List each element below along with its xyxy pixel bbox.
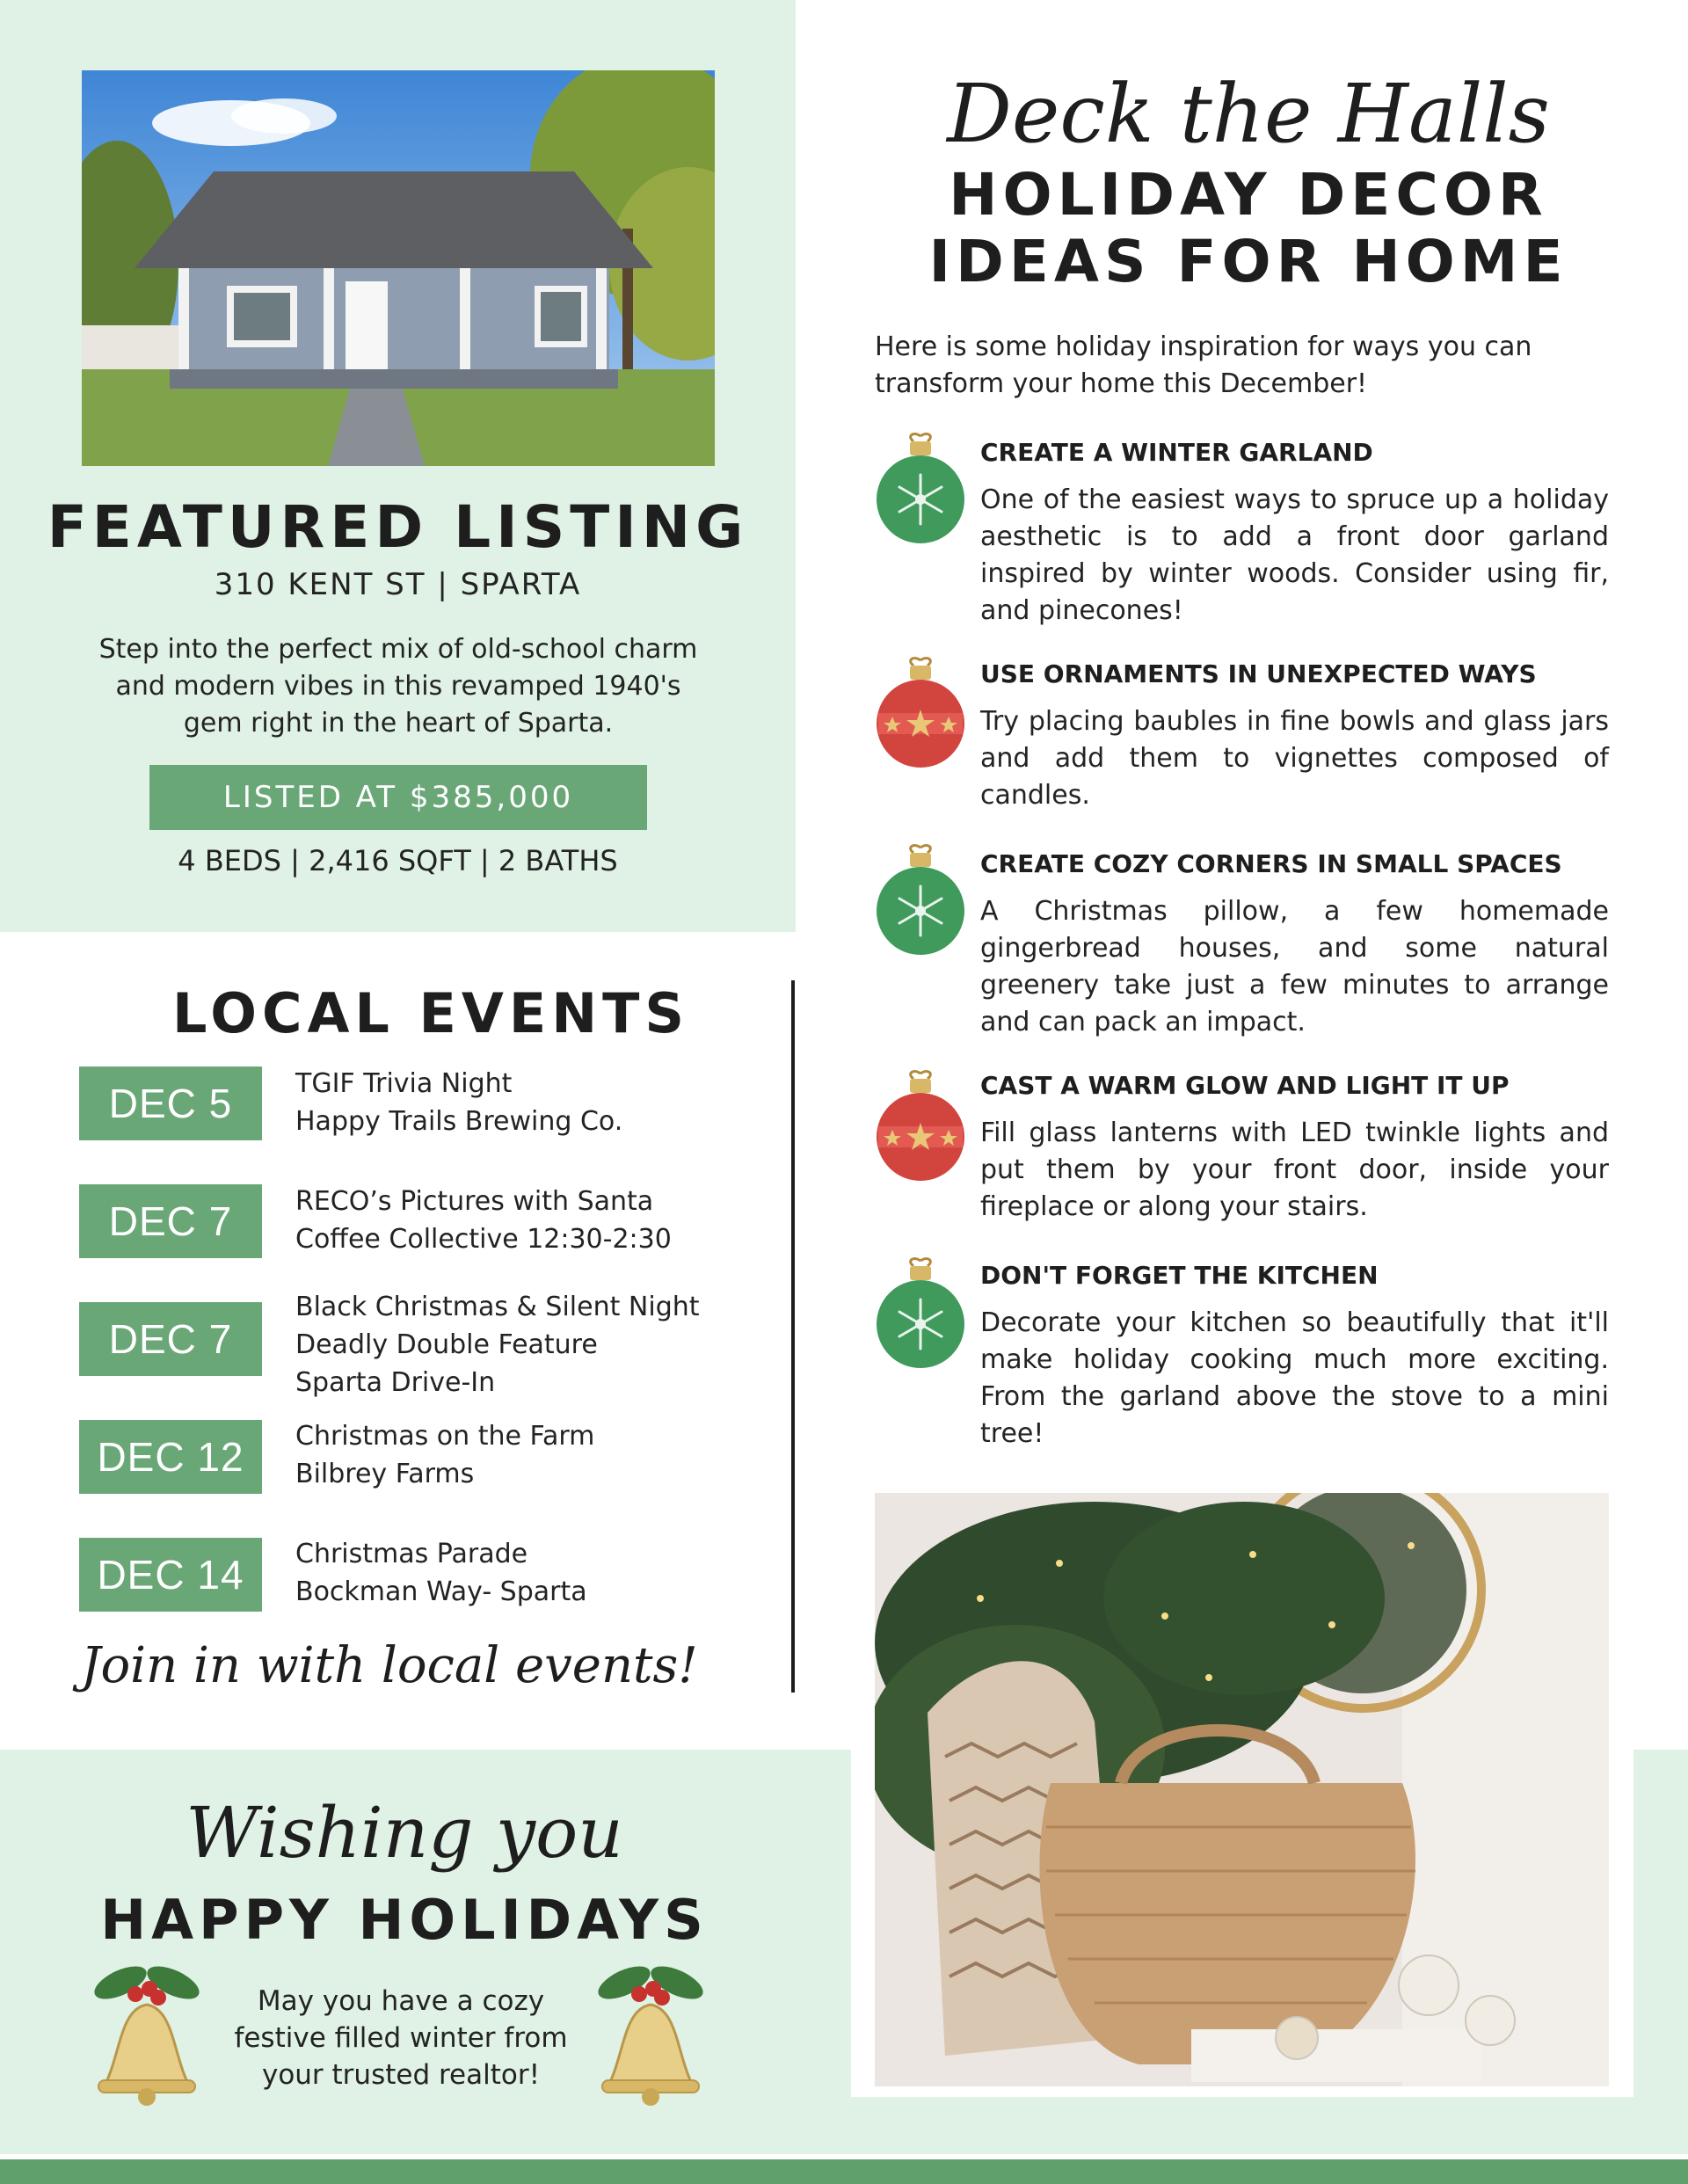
holidays-title: HAPPY HOLIDAYS [100, 1888, 709, 1952]
holly-bell-icon [585, 1961, 717, 2119]
tip-heading: CREATE COZY CORNERS IN SMALL SPACES [980, 849, 1562, 878]
listing-price-badge [149, 765, 647, 830]
local-events-title: LOCAL EVENTS [171, 981, 690, 1045]
event-date-badge: DEC 5 [79, 1067, 262, 1140]
event-subtitle: Deadly Double Feature [295, 1329, 598, 1360]
holly-bell-icon [81, 1961, 213, 2119]
event-title: TGIF Trivia Night [295, 1068, 513, 1099]
holidays-message: May you have a cozy festive filled winter from your trusted realtor! [234, 1985, 568, 2091]
event-details [295, 1535, 587, 1611]
listing-description: Step into the perfect mix of old-school charm and modern vibes in this revamped 1940's gem right in the heart of Sparta. [98, 634, 698, 739]
green-snowflake-ornament-icon [875, 431, 966, 545]
event-details [295, 1417, 594, 1493]
tip-heading: CREATE A WINTER GARLAND [980, 438, 1373, 467]
decor-title-line2: IDEAS FOR HOME [928, 228, 1568, 295]
tip-body: Try placing baubles in fine bowls and glass jars and add them to vignettes composed of candles. [980, 706, 1609, 811]
event-title: Christmas Parade [295, 1539, 528, 1569]
tip-heading: DON'T FORGET THE KITCHEN [980, 1261, 1379, 1290]
event-date-badge: DEC 7 [79, 1184, 262, 1258]
event-venue: Happy Trails Brewing Co. [295, 1106, 623, 1137]
event-details [295, 1288, 700, 1401]
event-title: RECO’s Pictures with Santa [295, 1186, 654, 1217]
house-photo [82, 70, 715, 466]
event-title: Christmas on the Farm [295, 1421, 595, 1452]
event-details [295, 1183, 672, 1258]
events-tagline: Join in with local events! [81, 1637, 698, 1694]
event-venue: Bilbrey Farms [295, 1459, 475, 1489]
basket-illustration [875, 1493, 1609, 2086]
event-date-badge: DEC 12 [79, 1420, 262, 1494]
tip-body: One of the easiest ways to spruce up a holiday aesthetic is to add a front door garland inspired by winter woods. Consider using fir, and pinecones! [980, 484, 1609, 626]
listing-price-label: LISTED AT $385,000 [222, 780, 574, 815]
decor-title-line1: HOLIDAY DECOR [949, 161, 1548, 229]
event-date-badge: DEC 7 [79, 1302, 262, 1376]
house-illustration [82, 70, 715, 466]
footer-bar [0, 2159, 1688, 2184]
decor-intro: Here is some holiday inspiration for ways you can transform your home this December! [875, 331, 1532, 399]
events-divider [791, 980, 795, 1693]
decor-script-heading: Deck the Halls [947, 67, 1550, 161]
tip-body: A Christmas pillow, a few homemade gingerbread houses, and some natural greenery take just a few minutes to arrange and can pack an impact. [980, 896, 1609, 1037]
green-snowflake-ornament-icon [875, 842, 966, 957]
red-star-ornament-icon [875, 1068, 966, 1183]
event-date-badge: DEC 14 [79, 1538, 262, 1612]
tip-heading: CAST A WARM GLOW AND LIGHT IT UP [980, 1071, 1510, 1100]
featured-listing-title: FEATURED LISTING [47, 493, 749, 561]
red-star-ornament-icon [875, 655, 966, 769]
event-venue: Sparta Drive-In [295, 1367, 496, 1398]
basket-photo [875, 1493, 1609, 2086]
tip-heading: USE ORNAMENTS IN UNEXPECTED WAYS [980, 659, 1537, 688]
green-snowflake-ornament-icon [875, 1256, 966, 1370]
event-details [295, 1065, 622, 1140]
tip-body: Fill glass lanterns with LED twinkle lights and put them by your front door, inside your fireplace or along your stairs. [980, 1117, 1609, 1222]
tip-body: Decorate your kitchen so beautifully that it'll make holiday cooking much more exciting. From the garland above the stove to a mini tree! [980, 1307, 1609, 1449]
listing-address: 310 KENT ST | SPARTA [214, 567, 582, 602]
holidays-script-heading: Wishing you [186, 1792, 623, 1874]
listing-stats: 4 BEDS | 2,416 SQFT | 2 BATHS [178, 844, 618, 877]
event-title: Black Christmas & Silent Night [295, 1292, 700, 1322]
event-venue: Bockman Way- Sparta [295, 1576, 587, 1607]
event-venue: Coffee Collective 12:30-2:30 [295, 1224, 672, 1255]
